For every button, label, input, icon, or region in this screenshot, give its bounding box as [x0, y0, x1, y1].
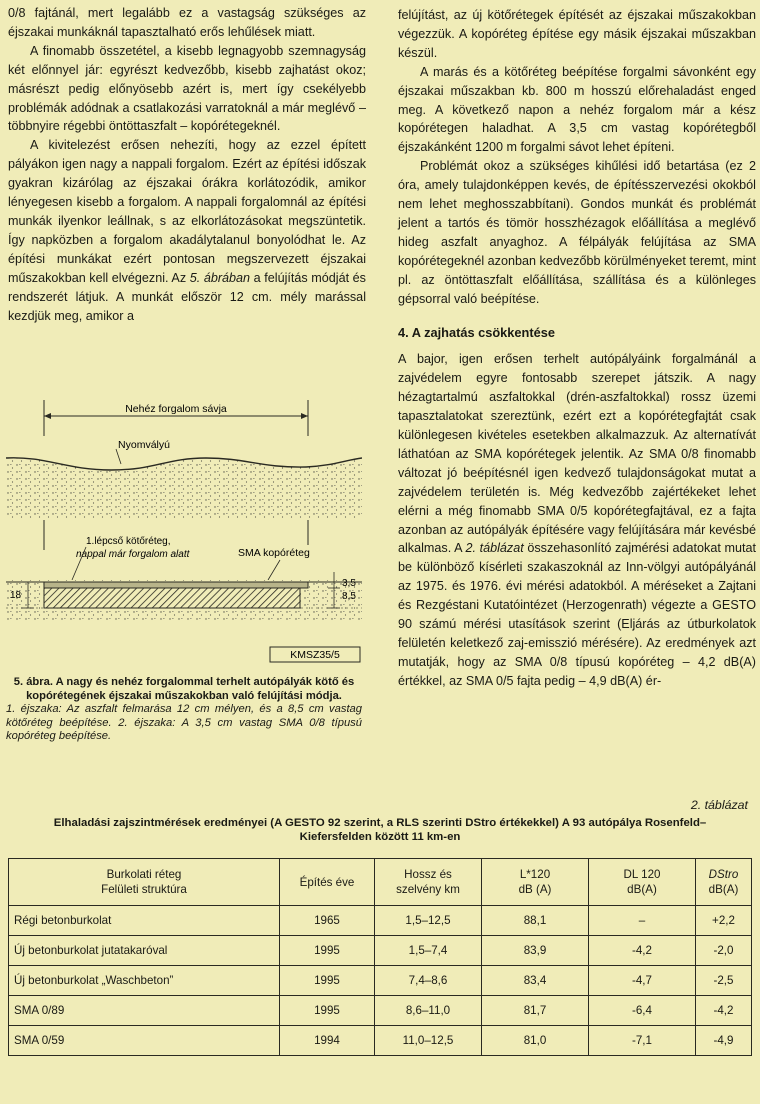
cell-year: 1995 [280, 966, 375, 996]
header-length [375, 859, 482, 906]
pavement-diagram [6, 400, 362, 670]
left-paragraph-3 [8, 136, 366, 325]
cell-layer: SMA 0/89 [9, 996, 280, 1026]
right-column [398, 6, 756, 691]
table-reference: 2. táblázat [465, 541, 524, 556]
cell-dstro: +2,2 [696, 906, 752, 936]
cell-dstro: -4,2 [696, 996, 752, 1026]
cell-year: 1965 [280, 906, 375, 936]
label-binder-line2: nappal már forgalom alatt [76, 549, 190, 560]
header-dl120-line1: DL 120 [623, 868, 661, 881]
table-row [9, 1026, 752, 1056]
cell-dstro: -4,9 [696, 1026, 752, 1056]
cell-l120: 83,4 [482, 966, 589, 996]
cell-dl120: -4,7 [589, 966, 696, 996]
cell-l120: 83,9 [482, 936, 589, 966]
cell-l120: 81,7 [482, 996, 589, 1026]
cell-km: 1,5–7,4 [375, 936, 482, 966]
label-rut: Nyomvályú [118, 439, 170, 451]
cell-km: 11,0–12,5 [375, 1026, 482, 1056]
cell-km: 8,6–11,0 [375, 996, 482, 1026]
cell-dl120: -7,1 [589, 1026, 696, 1056]
dimension-top: 3,5 [342, 578, 356, 589]
cell-year: 1994 [280, 1026, 375, 1056]
label-traffic-lane: Nehéz forgalom sávja [125, 403, 227, 415]
table-row [9, 936, 752, 966]
noise-measurement-table [8, 858, 752, 1056]
cell-layer: Új betonburkolat jutatakaróval [9, 936, 280, 966]
right-paragraph-4 [398, 350, 756, 690]
figure-5 [6, 400, 362, 670]
header-layer [9, 859, 280, 906]
right-paragraph-3: Problémát okoz a szükséges kihűlési idő betartása (ez 2 óra, amely tulajdonképpen kevés, de építésszervezési okokból nem lehet meghosszabbítani). Gondos munkát és problémát jelent a tartós és tömör hosszhézagok előállítása a meglévő hideg aszfalt anyaghoz. A félpályák felújítása az SMA kopórétegeknél azonban kedvezőbb körülményeket teremt, mint pl. az öntöttaszfalt előállítása, szállítása és a különleges gépsorral való beépítése. [398, 159, 756, 306]
dimension-bottom: 8,5 [342, 591, 356, 602]
cell-layer: SMA 0/59 [9, 1026, 280, 1056]
left-paragraph-3-end: a felújítás módját és rendszerét látjuk. A munkát először 12 cm. mély marással kezdjük meg, amikor a [8, 270, 366, 323]
right-paragraph-2: A marás és a kötőréteg beépítése forgalmi sávonként egy éjszakai műszakban kb. 800 m hosszú előrehaladást enged meg. A következő napon a nehéz forgalom már a kész kopórétegen haladhat. A 3,5 cm vastag kopórétegből éjszakánként 1200 m forgalmi sávot lehet építeni. [398, 64, 756, 155]
figure-code: KMSZ35/5 [290, 649, 340, 661]
figure-reference: 5. ábrában [189, 270, 251, 285]
left-paragraph-2: A finomabb összetétel, a kisebb legnagyobb szemnagyság két előnnyel jár: egyrészt kedvezőbb, kisebb zajhatást okoz; másrészt pedig előnyösebb azért is, mert így csekélyebb problémák adódnak a csatlakozási varratoknál a már meglévő – többnyire régebbi öntöttaszfalt – kopórétegeknél. [8, 43, 366, 134]
section-heading: 4. A zajhatás csökkentése [398, 324, 555, 340]
header-l120-line2: dB (A) [518, 883, 552, 896]
header-layer-line2: Felületi struktúra [101, 883, 187, 896]
cell-dstro: -2,5 [696, 966, 752, 996]
table-header-row [9, 859, 752, 906]
binder-course [44, 588, 300, 608]
table-label: 2. táblázat [690, 798, 748, 812]
left-column [8, 4, 366, 325]
header-year: Építés éve [280, 859, 375, 906]
header-dstro-line1: DStro [708, 868, 739, 881]
cell-l120: 81,0 [482, 1026, 589, 1056]
cell-l120: 88,1 [482, 906, 589, 936]
label-sma: SMA kopóréteg [238, 547, 310, 559]
sma-wearing-course [44, 582, 308, 588]
header-l120 [482, 859, 589, 906]
cell-layer: Régi betonburkolat [9, 906, 280, 936]
header-length-line2: szelvény km [396, 883, 460, 896]
right-paragraph-1: felújítást, az új kötőrétegek építését az éjszakai műszakokban végezzük. A kopóréteg építése egy másik éjszakai műszakban készül. [398, 8, 756, 60]
header-layer-line1: Burkolati réteg [106, 868, 182, 881]
header-dl120 [589, 859, 696, 906]
header-dstro [696, 859, 752, 906]
left-paragraph-3-start: A kivitelezést erősen nehezíti, hogy az ezzel épített pályákon igen nagy a nappali forgalom. Ezért az építési időszak gyakran kizárólag az éjszakai órákra korlátozódik, amikor lényegesen kisebb a forgalom. A nappali forgalomnál az építési munkák ilyenkor leállnak, s az elkorlátozásokat megszüntetik. Így napközben a forgalom akadálytalanul bonyolódhat le. Az építési munkákat ezért pontosan megszervezett éjszakai műszakokban kell elvégezni. Az [8, 138, 366, 285]
cell-km: 1,5–12,5 [375, 906, 482, 936]
right-paragraph-4-start: A bajor, igen erősen terhelt autópályáink forgalmánál a zajvédelem egyre fontosabb szerepet játszik. A nagy hézagtartalmú aszfaltokkal (drén-aszfaltokkal) rossz üzemi tapasztalatokat szereztünk, ezért ezt a kopórétegfajtát csak különlegesen kivételes esetekben alkalmazzuk. Az alternatívát láthatóan az SMA kopórétegek jelentik. Az SMA 0/8 finomabb változat jó beépítésnél igen kedvező tulajdonságokat mutat a zajvédelem területén is. Még kedvezőbb zajértékeket lehet elérni a még finomabb SMA 0/5 kopórétegfajtával, ez a fajta azonban az autópályák építésére vagy felújítására már kevésbé alkalmas. A [398, 352, 756, 556]
table-row [9, 906, 752, 936]
cell-dl120: – [589, 906, 696, 936]
header-length-line1: Hossz és [404, 868, 452, 881]
label-binder-line1: 1.lépcső kötőréteg, [86, 536, 171, 547]
table-row [9, 996, 752, 1026]
cell-layer: Új betonburkolat „Waschbeton” [9, 966, 280, 996]
cell-dl120: -6,4 [589, 996, 696, 1026]
header-dstro-line2: dB(A) [708, 883, 739, 896]
figure-caption-description: 1. éjszaka: Az aszfalt felmarása 12 cm mélyen, és a 8,5 cm vastag kötőréteg beépítése. 2. éjszaka: A 3,5 cm vastag SMA 0/8 típusú kopóréteg beépítése. [6, 703, 362, 743]
left-paragraph-1: 0/8 fajtánál, mert legalább ez a vastagság szükséges az éjszakai munkáknál tapasztalható erős lehűlések miatt. [8, 6, 366, 39]
header-dl120-line2: dB(A) [627, 883, 657, 896]
cell-dstro: -2,0 [696, 936, 752, 966]
right-paragraph-4-end: összehasonlító zajmérési adatokat mutat be különböző kísérleti szakaszoknál az Inn-völgyi autópályánál az 1975. és 1976. évi mérési adatokból. A méréseket a Zajtani és Rezgéstani Kutatóintézet (Herzogenrath) végezte a GESTO 90 számú mérési utasítások szerint (Eljárás az útburkolatok felületén keletkező zaj-emisszió mérésére). Az eredmények azt mutatják, hogy az SMA 0/8 típusú kopóréteg – 4,2 dB(A) értékkel, az SMA 0/5 fajta pedig – 4,9 dB(A) ér- [398, 541, 756, 688]
cell-year: 1995 [280, 996, 375, 1026]
table-title: Elhaladási zajszintmérések eredményei (A GESTO 92 szerint, a RLS szerinti DStro értékekkel) A 93 autópálya Rosenfeld–Kiefersfelden között 11 km-en [53, 817, 707, 843]
dimension-left: 18 [10, 590, 22, 601]
cell-dl120: -4,2 [589, 936, 696, 966]
figure-caption [6, 676, 362, 744]
header-l120-line1: L*120 [519, 868, 551, 881]
cell-km: 7,4–8,6 [375, 966, 482, 996]
table-row [9, 966, 752, 996]
cell-year: 1995 [280, 936, 375, 966]
figure-caption-title: 5. ábra. A nagy és nehéz forgalommal terhelt autópályák kötő és kopórétegének éjszakai műszakokban való felújítási módja. [13, 676, 355, 702]
